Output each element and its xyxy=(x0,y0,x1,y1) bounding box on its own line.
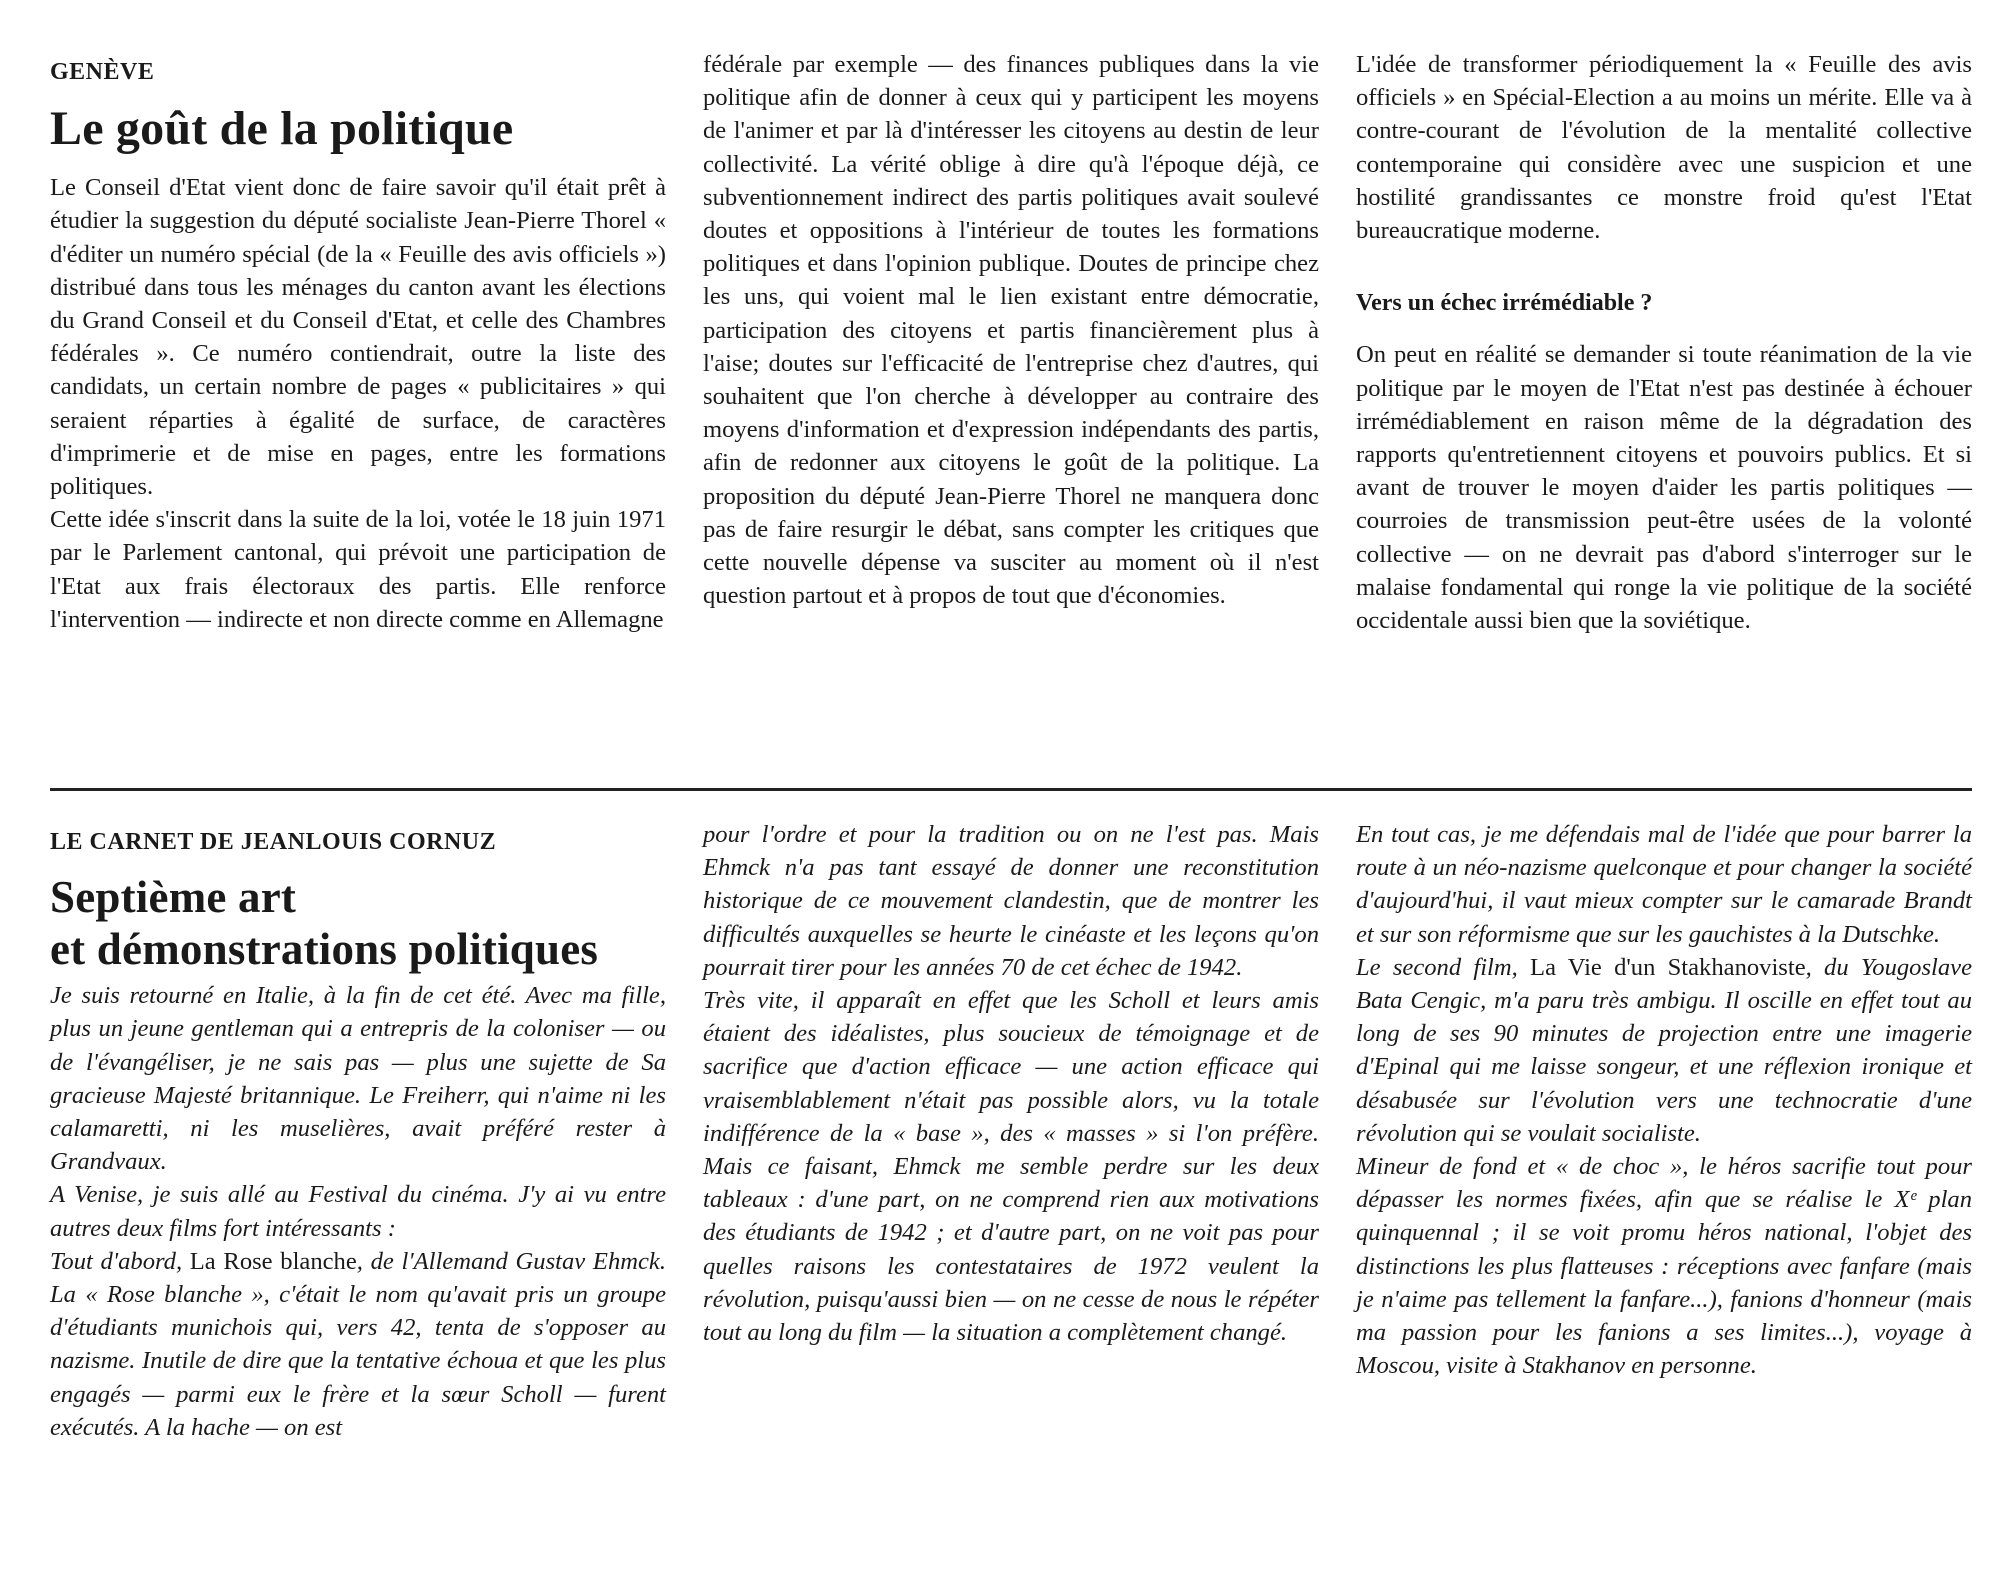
paragraph: pour l'ordre et pour la tradition ou on ne l'est pas. Mais Ehmck n'a pas tant essayé de donner une reconstitution historique de ce mouvement clandestin, que de montrer les difficultés auxquelles se heurte le cinéaste et les leçons qu'on pourrait tirer pour les années 70 de cet échec de 1942. xyxy=(703,821,1319,981)
column-2 xyxy=(703,818,1319,1349)
paragraph: A Venise, je suis allé au Festival du cinéma. J'y ai vu entre autres deux films fort intéressants : xyxy=(50,1181,666,1242)
paragraph xyxy=(50,1245,666,1444)
text-run: , du Yougoslave Bata Cengic, m'a paru très ambigu. Il oscille en effet tout au long de ses 90 minutes de projection entre une imagerie d'Epinal qui me laisse songeur, et une réflexion ironique et désabusée sur l'évolution vers une technocratie d'une révolution qui se voulait socialiste. xyxy=(1356,953,1972,1147)
text-run: Tout d'abord, xyxy=(50,1247,190,1275)
paragraph: En tout cas, je me défendais mal de l'idée que pour barrer la route à un néo-nazisme quelconque et pour changer la société d'aujourd'hui, il vaut mieux compter sur le camarade Brandt et sur son réformisme que sur les gauchistes à la Dutschke. xyxy=(1356,821,1972,948)
column-3 xyxy=(1356,818,1972,1382)
column-1 xyxy=(50,818,666,1444)
section-kicker: GENÈVE xyxy=(50,59,155,85)
paragraph: Cette idée s'inscrit dans la suite de la loi, votée le 18 juin 1971 par le Parlement cantonal, qui prévoit une participation de l'Etat aux frais électoraux des partis. Elle renforce l'intervention — indirecte et non directe comme en Allemagne xyxy=(50,506,666,633)
text-run: Le second film, xyxy=(1356,953,1531,981)
column-2 xyxy=(703,48,1319,612)
article-headline: Le goût de la politique xyxy=(50,102,514,156)
article-geneve xyxy=(50,48,1972,788)
paragraph: Je suis retourné en Italie, à la fin de cet été. Avec ma fille, plus un jeune gentleman qui a entrepris de la coloniser — ou de l'évangéliser, je ne sais pas — plus une sujette de Sa gracieuse Majesté britannique. Le Freiherr, qui n'aime ni les calamaretti, ni les muselières, avait préféré rester à Grandvaux. xyxy=(50,982,666,1176)
paragraph: On peut en réalité se demander si toute réanimation de la vie politique par le moyen de l'Etat n'est pas destinée à échouer irrémédiablement en raison même de la dégradation des rapports qu'entretiennent citoyens et pouvoirs publics. Et si avant de trouver le moyen d'aider les partis politiques — courroies de transmission peut-être usées de la volonté collective — on ne devrait pas d'abord s'interroger sur le malaise fondamental qui ronge la vie politique de la société occidentale aussi bien que la soviétique. xyxy=(1356,341,1972,635)
column-1 xyxy=(50,48,666,636)
text-run: , de l'Allemand Gustav Ehmck. La « Rose blanche », c'était le nom qu'avait pris un groupe d'étudiants munichois qui, vers 42, tenta de s'opposer au nazisme. Inutile de dire que la tentative échoua et que les plus engagés — parmi eux le frère et la sœur Scholl — furent exécutés. A la hache — on est xyxy=(50,1247,666,1441)
section-kicker: LE CARNET DE JEANLOUIS CORNUZ xyxy=(50,829,497,855)
article-headline xyxy=(50,871,666,975)
column-3 xyxy=(1356,48,1972,637)
paragraph: Mineur de fond et « de choc », le héros sacrifie tout pour dépasser les normes fixées, afin que se réalise le Xᵉ plan quinquennal ; il se voit promu héros national, l'objet des distinctions les plus flatteuses : réceptions avec fanfare (mais je n'aime pas tellement la fanfare...), fanions d'honneur (mais ma passion pour les fanions a ses limites...), voyage à Moscou, visite à Stakhanov en personne. xyxy=(1356,1153,1972,1380)
film-title: La Rose blanche xyxy=(189,1247,357,1275)
headline-line-2: et démonstrations politiques xyxy=(50,924,599,975)
film-title: La Vie d'un Stakhanoviste xyxy=(1530,953,1806,981)
section-divider xyxy=(50,788,1972,791)
article-carnet xyxy=(50,818,1972,1538)
paragraph: Très vite, il apparaît en effet que les Scholl et leurs amis étaient des idéalistes, plus soucieux de témoignage et de sacrifice que d'action efficace — une action efficace qui vraisemblablement n'était pas possible alors, vu la totale indifférence de la « base », des « masses » si l'on préfère. Mais ce faisant, Ehmck me semble perdre sur les deux tableaux : d'une part, on ne comprend rien aux motivations des étudiants de 1942 ; et d'autre part, on ne voit pas pour quelles raisons les contestataires de 1972 veulent la révolution, puisqu'aussi bien — on ne cesse de nous le répéter tout au long du film — la situation a complètement changé. xyxy=(703,987,1319,1347)
headline-line-1: Septième art xyxy=(50,872,297,923)
paragraph: fédérale par exemple — des finances publiques dans la vie politique afin de donner à ceux qui y participent les moyens de l'animer et par là d'intéresser les citoyens au destin de leur collectivité. La vérité oblige à dire qu'à l'époque déjà, ce subventionnement indirect des partis politiques avait soulevé doutes et oppositions à l'intérieur de toutes les formations politiques et dans l'opinion publique. Doutes de principe chez les uns, qui voient mal le lien existant entre démocratie, participation des citoyens et partis financièrement plus à l'aise; doutes sur l'efficacité de l'entreprise chez d'autres, qui souhaitent que l'on cherche à développer au contraire des moyens d'information et d'expression indépendants des partis, afin de redonner aux citoyens le goût de la politique. La proposition du député Jean-Pierre Thorel ne manquera donc pas de faire resurgir le débat, sans compter les critiques que cette nouvelle dépense va susciter au moment où il n'est question partout et à propos de tout que d'économies. xyxy=(703,51,1319,610)
subheading: Vers un échec irrémédiable ? xyxy=(1356,290,1653,317)
paragraph xyxy=(1356,951,1972,1150)
paragraph: Le Conseil d'Etat vient donc de faire savoir qu'il était prêt à étudier la suggestion du député socialiste Jean-Pierre Thorel « d'éditer un numéro spécial (de la « Feuille des avis officiels ») distribué dans tous les ménages du canton avant les élections du Grand Conseil et du Conseil d'Etat, et celle des Chambres fédérales ». Ce numéro contiendrait, outre la liste des candidats, un certain nombre de pages « publicitaires » qui seraient réparties à égalité de surface, de caractères d'imprimerie et de mise en pages, entre les formations politiques. xyxy=(50,174,666,501)
paragraph: L'idée de transformer périodiquement la « Feuille des avis officiels » en Spécial-Election a au moins un mérite. Elle va à contre-courant de l'évolution de la mentalité collective contemporaine qui considère avec une suspicion et une hostilité grandissantes ce monstre froid qu'est l'Etat bureaucratique moderne. xyxy=(1356,51,1972,245)
